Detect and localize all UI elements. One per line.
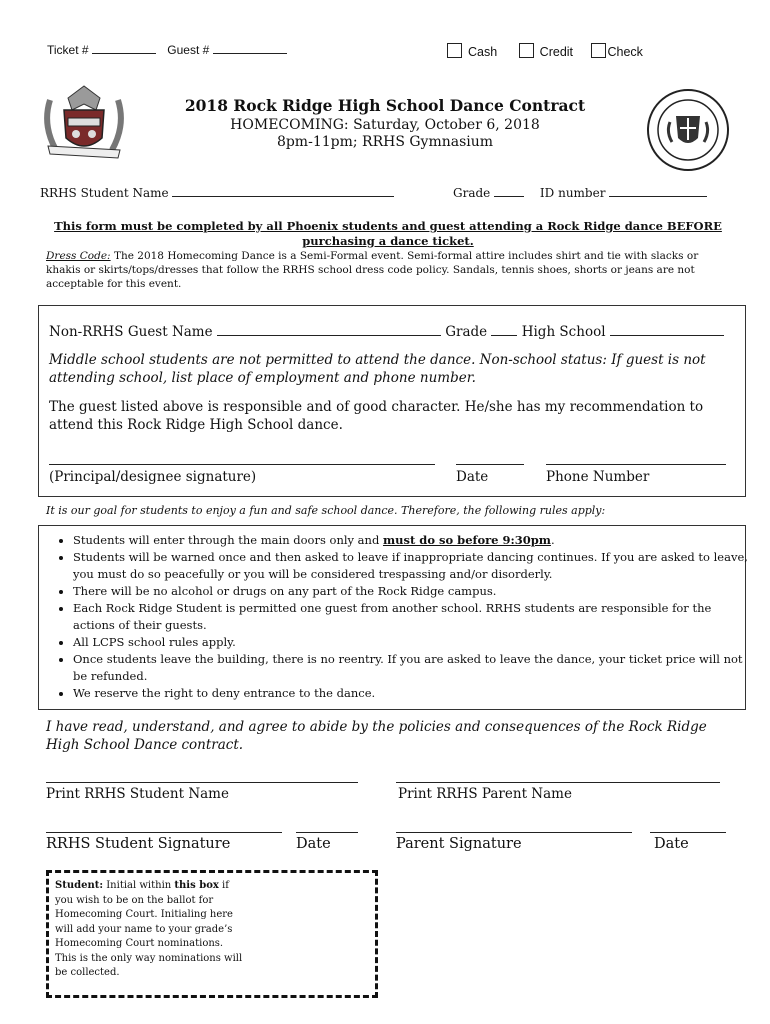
cash-option[interactable] (447, 45, 497, 59)
print-student-name-label: Print RRHS Student Name (46, 786, 229, 802)
id-number-field[interactable] (609, 196, 707, 197)
student-name-field[interactable] (172, 196, 394, 197)
ticket-row (47, 43, 287, 57)
grade-id-row (453, 186, 707, 200)
credit-checkbox[interactable] (519, 43, 534, 58)
rule-deadline: must do so before 9:30pm (382, 533, 551, 547)
rule-item: • Each Rock Ridge Student is permitted one guest from another school. RRHS students are responsible for the actions of their guests. (73, 600, 749, 634)
county-seal-logo (646, 88, 730, 172)
student-signature-line[interactable] (46, 832, 282, 833)
court-label: Student: (55, 880, 104, 891)
dress-code-text: The 2018 Homecoming Dance is a Semi-Formal event. Semi-formal attire includes shirt and tie with slacks or khakis or skirts/tops/dresses that follow the RRHS school dress code policy. Sandals, tennis shoes, shorts or jeans are not acceptable for this event. (46, 250, 699, 290)
dress-code-label: Dress Code: (46, 250, 111, 262)
rules-intro: It is our goal for students to enjoy a fun and safe school dance. Therefore, the following rules apply: (46, 504, 606, 517)
parent-signature-label: Parent Signature (396, 836, 522, 852)
guest-section-box (38, 305, 746, 497)
print-student-name-line[interactable] (46, 782, 358, 783)
check-checkbox[interactable] (591, 43, 606, 58)
student-name-row (40, 186, 394, 200)
id-label: ID number (539, 186, 606, 200)
parent-date-line[interactable] (650, 832, 726, 833)
phone-number-label: Phone Number (546, 469, 650, 485)
guest-label: Guest # (167, 43, 210, 57)
student-signature-label: RRHS Student Signature (46, 836, 231, 852)
guest-date-line[interactable] (456, 464, 524, 465)
check-label: Check (607, 45, 643, 59)
rule-item: • We reserve the right to deny entrance to the dance. (73, 685, 749, 702)
rule-item: • Once students leave the building, there is no reentry. If you are asked to leave the dance, your ticket price will not be refunded. (73, 651, 749, 685)
rules-box (38, 525, 746, 710)
guest-name-field[interactable] (217, 335, 441, 336)
dress-code-paragraph (46, 249, 730, 291)
guest-number-field[interactable] (213, 53, 287, 54)
court-instructions: Student: Initial within this box if you wish to be on the ballot for Homecoming Court. Initialing here will add your name to your grade’s Homecoming Court nominations. This is the only way nominations will be collected. (55, 880, 243, 978)
credit-option[interactable] (519, 45, 573, 59)
parent-date-label: Date (654, 836, 689, 852)
guest-school-label: High School (521, 324, 606, 340)
rule-item: • Students will be warned once and then asked to leave if inappropriate dancing continues. If you are asked to leave, you must do so peacefully or you will be considered trespassing and/or disorderly. (73, 549, 749, 583)
cash-checkbox[interactable] (447, 43, 462, 58)
grade-label: Grade (453, 186, 491, 200)
court-bold: this box (174, 880, 219, 891)
guest-info-row (49, 324, 724, 340)
payment-options (447, 43, 643, 59)
student-date-line[interactable] (296, 832, 358, 833)
print-parent-name-label: Print RRHS Parent Name (398, 786, 572, 802)
student-name-label: RRHS Student Name (40, 186, 169, 200)
credit-label: Credit (539, 45, 574, 59)
agreement-statement: I have read, understand, and agree to abide by the policies and consequences of the Rock Ridge High School Dance contract. (46, 719, 707, 753)
ticket-number-field[interactable] (92, 53, 156, 54)
ticket-label: Ticket # (47, 43, 89, 57)
recommendation-statement: The guest listed above is responsible and of good character. He/she has my recommendation to attend this Rock Ridge High School dance. (49, 399, 704, 433)
guest-school-field[interactable] (610, 335, 724, 336)
parent-signature-line[interactable] (396, 832, 632, 833)
rule-item: • Students will enter through the main doors only and must do so before 9:30pm. (73, 532, 749, 549)
rule-item: • All LCPS school rules apply. (73, 634, 749, 651)
print-parent-name-line[interactable] (396, 782, 720, 783)
principal-signature-line[interactable] (49, 464, 435, 465)
guest-grade-field[interactable] (491, 335, 517, 336)
middle-school-note: Middle school students are not permitted to attend the dance. Non-school status: If guest is not attending school, list place of employment and phone number. (49, 352, 706, 386)
notice-heading: This form must be completed by all Phoenix students and guest attending a Rock Ridge dance BEFORE purchasing a dance ticket. (54, 219, 722, 248)
principal-signature-label: (Principal/designee signature) (49, 469, 257, 485)
guest-name-label: Non-RRHS Guest Name (49, 324, 213, 340)
guest-date-label: Date (456, 469, 489, 485)
rules-list (49, 532, 749, 702)
cash-label: Cash (468, 45, 498, 59)
guest-grade-label: Grade (445, 324, 488, 340)
title-block (150, 96, 620, 150)
check-option[interactable] (591, 45, 643, 59)
event-time-location: 8pm-11pm; RRHS Gymnasium (276, 134, 494, 150)
document-title: 2018 Rock Ridge High School Dance Contract (184, 96, 586, 115)
school-crest-logo (38, 80, 130, 168)
rule-item: • There will be no alcohol or drugs on any part of the Rock Ridge campus. (73, 583, 749, 600)
event-date: HOMECOMING: Saturday, October 6, 2018 (230, 117, 540, 133)
homecoming-court-initial-box[interactable] (46, 870, 378, 998)
student-date-label: Date (296, 836, 331, 852)
phone-number-line[interactable] (546, 464, 726, 465)
grade-field[interactable] (494, 196, 524, 197)
